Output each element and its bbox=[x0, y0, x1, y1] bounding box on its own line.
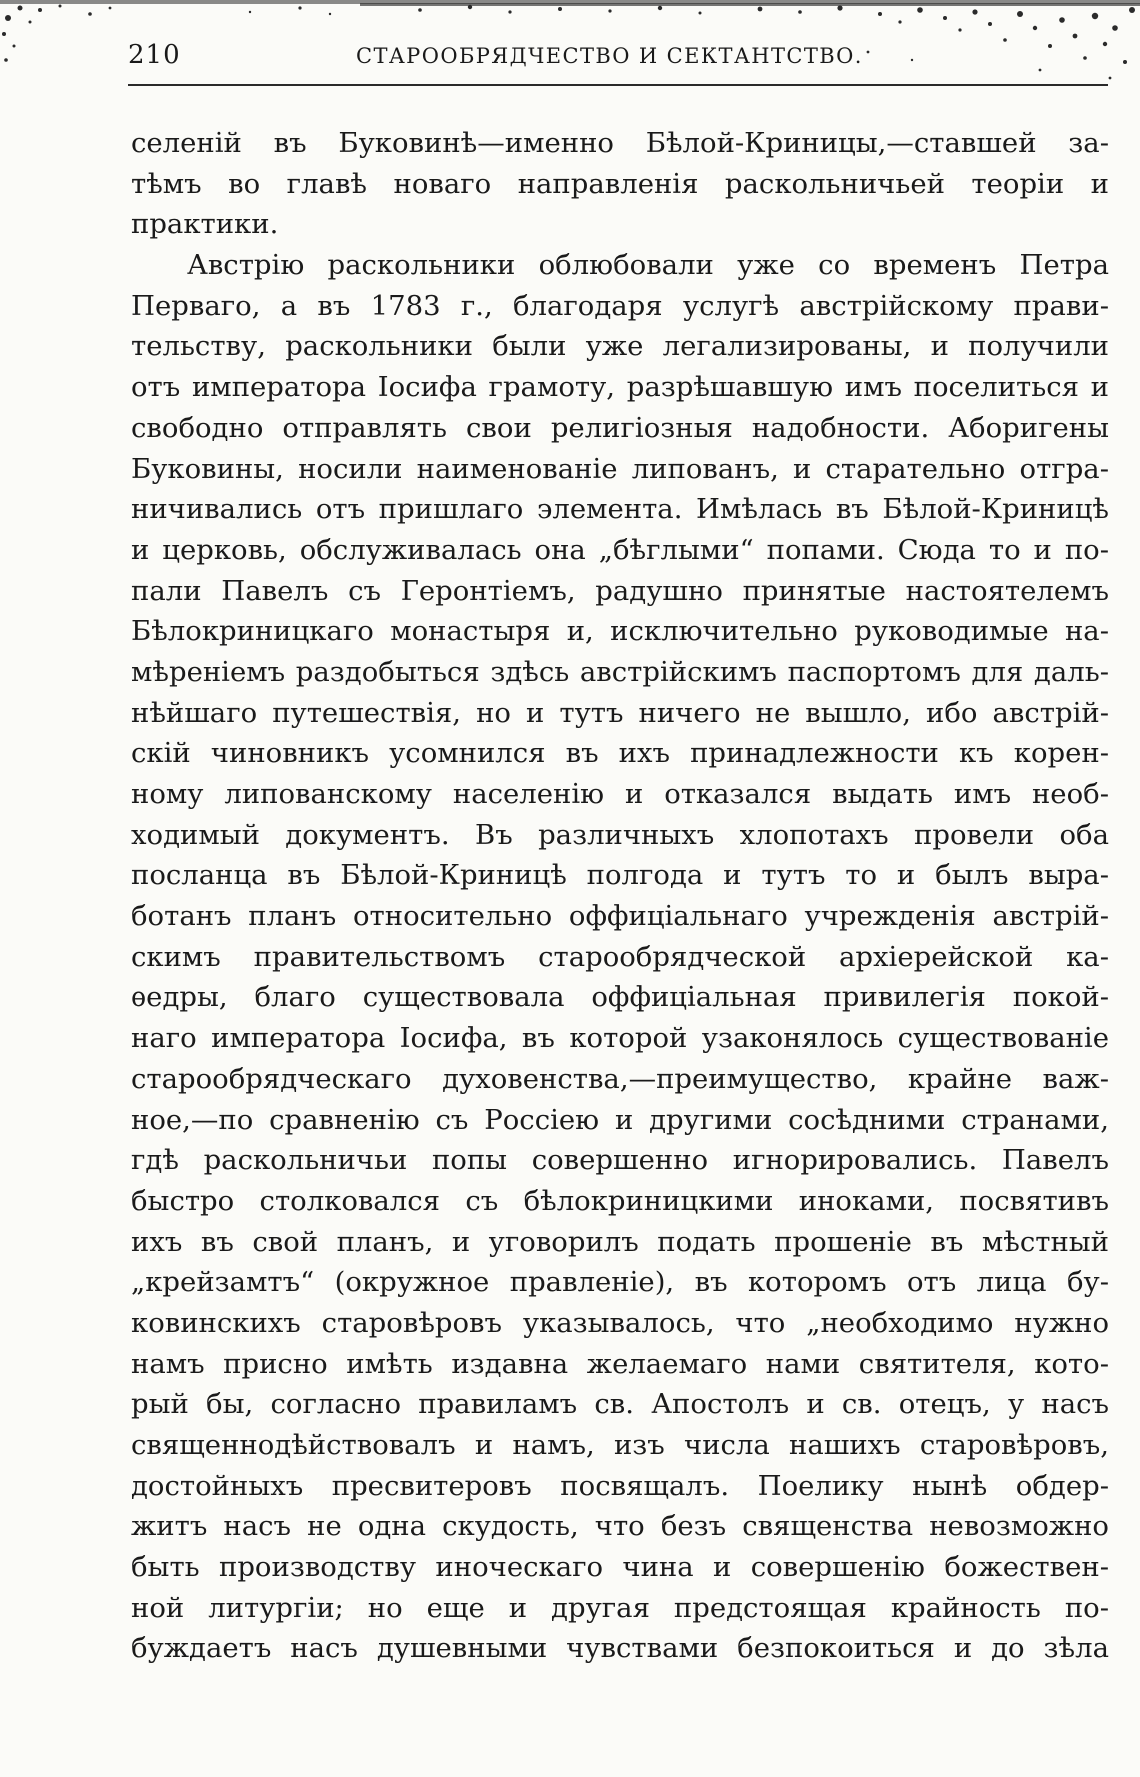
text-line: практики. bbox=[131, 208, 279, 241]
text-line: быть производству иноческаго чина и совершенію божествен- bbox=[131, 1551, 1109, 1584]
text-line: намъ присно имѣть издавна желаемаго нами святителя, кото- bbox=[131, 1347, 1109, 1380]
text-line: скимъ правительствомъ старообрядческой архіерейской ка- bbox=[131, 940, 1109, 973]
text-line: ботанъ планъ относительно оффиціальнаго учрежденія австрій- bbox=[131, 900, 1109, 933]
text-line: тѣмъ во главѣ новаго направленія раскольничьей теоріи и bbox=[131, 167, 1109, 200]
running-title: СТАРООБРЯДЧЕСТВО И СЕКТАНТСТВО. bbox=[356, 44, 863, 68]
text-line: достойныхъ пресвитеровъ посвящалъ. Поелику нынѣ обдер- bbox=[131, 1469, 1109, 1502]
body-text bbox=[131, 123, 1109, 1669]
text-line: Перваго, а въ 1783 г., благодаря услугѣ австрійскому прави- bbox=[131, 289, 1109, 322]
text-line: и церковь, обслуживалась она „бѣглыми“ попами. Сюда то и по- bbox=[131, 533, 1109, 566]
text-line: Бѣлокриницкаго монастыря и, исключительно руководимые на- bbox=[131, 615, 1109, 648]
text-line: гдѣ раскольничьи попы совершенно игнорировались. Павелъ bbox=[131, 1144, 1109, 1177]
text-line: свободно отправлять свои религіозныя надобности. Аборигены bbox=[131, 411, 1109, 444]
text-line: ковинскихъ старовѣровъ указывалось, что „необходимо нужно bbox=[131, 1306, 1109, 1339]
text-line: старообрядческаго духовенства,—преимущество, крайне важ- bbox=[131, 1062, 1109, 1095]
text-line: житъ насъ не одна скудость, что безъ священства невозможно bbox=[131, 1510, 1109, 1543]
text-line: буждаетъ насъ душевными чувствами безпокоиться и до зѣла bbox=[131, 1632, 1109, 1665]
text-line: Австрію раскольники облюбовали уже со временъ Петра bbox=[187, 249, 1109, 282]
text-line: „крейзамтъ“ (окружное правленіе), въ которомъ отъ лица бу- bbox=[131, 1266, 1109, 1299]
text-line: ной литургіи; но еще и другая предстоящая крайность по- bbox=[131, 1591, 1109, 1624]
text-line: ѳедры, благо существовала оффиціальная привилегія покой- bbox=[131, 981, 1109, 1014]
text-line: посланца въ Бѣлой-Криницѣ полгода и тутъ то и былъ выра- bbox=[131, 859, 1109, 892]
text-line: тельству, раскольники были уже легализированы, и получили bbox=[131, 330, 1109, 363]
text-line: рый бы, согласно правиламъ св. Апостолъ и св. отецъ, у насъ bbox=[131, 1388, 1109, 1421]
text-line: селеній въ Буковинѣ—именно Бѣлой-Криницы,—ставшей за- bbox=[131, 127, 1109, 159]
text-line: ходимый документъ. Въ различныхъ хлопотахъ провели оба bbox=[131, 818, 1109, 851]
text-line: ное,—по сравненію съ Россіею и другими сосѣдними странами, bbox=[131, 1103, 1109, 1136]
text-line: священнодѣйствовалъ и намъ, изъ числа нашихъ старовѣровъ, bbox=[131, 1429, 1109, 1461]
text-line: пали Павелъ съ Геронтіемъ, радушно принятые настоятелемъ bbox=[131, 574, 1109, 607]
text-line: мѣреніемъ раздобыться здѣсь австрійскимъ паспортомъ для даль- bbox=[131, 655, 1109, 688]
running-head bbox=[128, 40, 1108, 84]
text-line: нѣйшаго путешествія, но и тутъ ничего не вышло, ибо австрій- bbox=[131, 696, 1109, 729]
text-line: быстро столковался съ бѣлокриницкими иноками, посвятивъ bbox=[131, 1184, 1109, 1217]
page-number: 210 bbox=[128, 40, 181, 70]
text-line: ихъ въ свой планъ, и уговорилъ подать прошеніе въ мѣстный bbox=[131, 1225, 1109, 1258]
text-line: ничивались отъ пришлаго элемента. Имѣлась въ Бѣлой-Криницѣ bbox=[131, 493, 1109, 526]
text-line: Буковины, носили наименованіе липованъ, и старательно отгра- bbox=[131, 452, 1109, 485]
text-line: наго императора Іосифа, въ которой узаконялось существованіе bbox=[131, 1022, 1109, 1055]
text-line: скій чиновникъ усомнился въ ихъ принадлежности къ корен- bbox=[131, 737, 1109, 770]
text-line: ному липованскому населенію и отказался выдать имъ необ- bbox=[131, 778, 1109, 810]
header-rule bbox=[128, 84, 1108, 86]
text-line: отъ императора Іосифа грамоту, разрѣшавшую имъ поселиться и bbox=[131, 371, 1109, 404]
